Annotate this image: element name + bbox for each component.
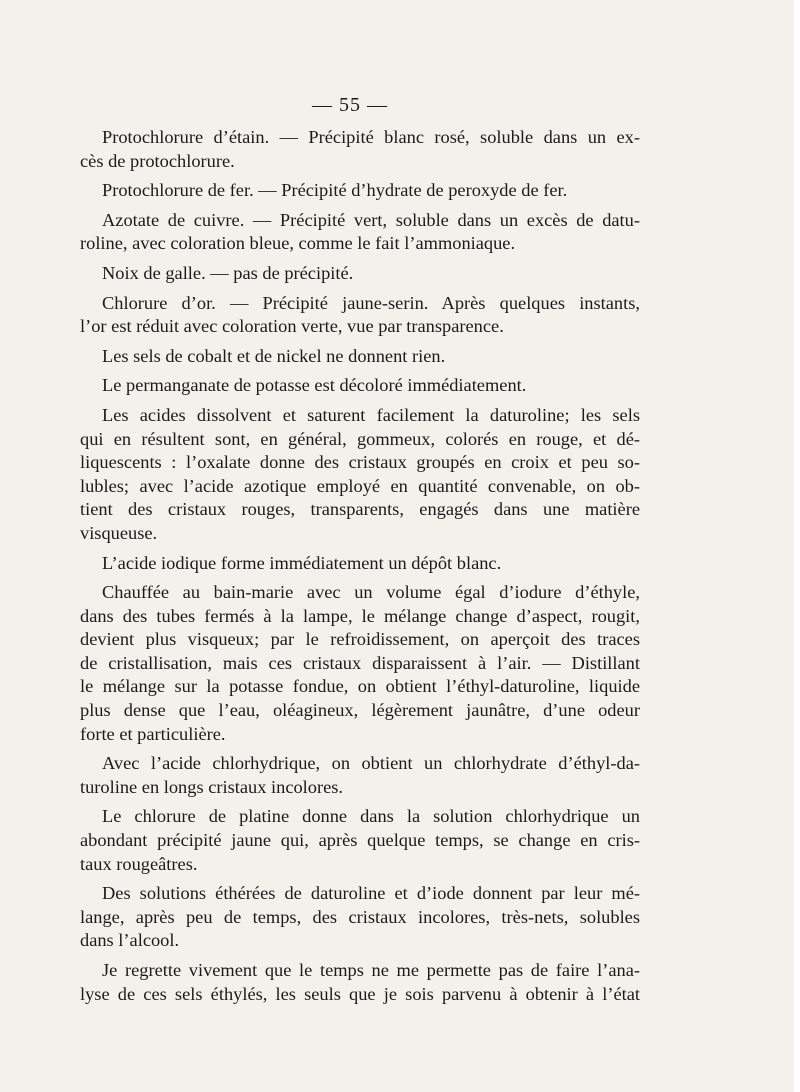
text-line: Le chlorure de platine donne dans la solution chlorhydrique un (102, 806, 640, 827)
text-line: Des solutions éthérées de daturoline et d’iode donnent par leur mé- (102, 883, 640, 904)
paragraph-noix-galle (80, 262, 640, 286)
text-line: Le permanganate de potasse est décoloré immédiatement. (102, 375, 527, 396)
paragraph-solutions-etherees (80, 882, 640, 953)
paragraph-acides (80, 404, 640, 546)
text-line: Chauffée au bain-marie avec un volume égal d’iodure d’éthyle, (102, 582, 640, 603)
text-line: lyse de ces sels éthylés, les seuls que je sois parvenu à obtenir à l’état (80, 983, 640, 1004)
paragraph-cobalt-nickel (80, 345, 640, 369)
text-line: dans l’alcool. (80, 930, 180, 951)
page-number: — 55 — (312, 94, 388, 116)
text-line: devient plus visqueux; par le refroidissement, on aperçoit des traces (80, 629, 640, 650)
text-line: Protochlorure d’étain. — Précipité blanc rosé, soluble dans un ex- (102, 127, 640, 147)
text-line: forte et particulière. (80, 723, 226, 744)
text-line: Les sels de cobalt et de nickel ne donnent rien. (102, 345, 446, 366)
text-line: L’acide iodique forme immédiatement un dépôt blanc. (102, 552, 502, 573)
paragraph-acide-iodique (80, 552, 640, 576)
text-line: Avec l’acide chlorhydrique, on obtient un chlorhydrate d’éthyl-da- (102, 753, 640, 774)
text-line: le mélange sur la potasse fondue, on obtient l’éthyl-daturoline, liquide (80, 676, 640, 697)
text-line: abondant précipité jaune qui, après quelque temps, se change en cris- (80, 830, 640, 851)
text-line: Protochlorure de fer. — Précipité d’hydrate de peroxyde de fer. (102, 180, 568, 201)
text-line: Chlorure d’or. — Précipité jaune-serin. Après quelques instants, (102, 292, 640, 313)
text-line: Noix de galle. — pas de précipité. (102, 262, 354, 283)
text-line: visqueuse. (80, 522, 158, 543)
text-line: de cristallisation, mais ces cristaux disparaissent à l’air. — Distillant (80, 652, 640, 673)
text-line: cès de protochlorure. (80, 150, 235, 171)
text-line: dans des tubes fermés à la lampe, le mélange change d’aspect, rougit, (80, 605, 640, 626)
paragraph-je-regrette (80, 959, 640, 1006)
text-line: plus dense que l’eau, oléagineux, légèrement jaunâtre, d’une odeur (80, 700, 640, 721)
text-line: taux rougeâtres. (80, 853, 198, 874)
paragraph-protochlorure-fer (80, 179, 640, 203)
paragraph-chauffee (80, 581, 640, 746)
body-text (80, 126, 640, 1006)
text-line: Azotate de cuivre. — Précipité vert, soluble dans un excès de datu- (102, 209, 640, 230)
text-line: roline, avec coloration bleue, comme le fait l’ammoniaque. (80, 233, 516, 254)
page-edge (794, 0, 800, 1092)
paragraph-chlorure-platine (80, 805, 640, 876)
text-line: Je regrette vivement que le temps ne me permette pas de faire l’ana- (102, 960, 640, 980)
text-line: tient des cristaux rouges, transparents, engagés dans une matière (80, 499, 640, 520)
paragraph-permanganate (80, 374, 640, 398)
paragraph-acide-chlorhydrique (80, 752, 640, 799)
text-line: liquescents : l’oxalate donne des cristaux groupés en croix et peu so- (80, 452, 640, 473)
paragraph-protochlorure-etain (80, 126, 640, 173)
paragraph-azotate-cuivre (80, 209, 640, 256)
paragraph-chlorure-or (80, 292, 640, 339)
text-line: qui en résultent sont, en général, gommeux, colorés en rouge, et dé- (80, 428, 640, 449)
text-line: lange, après peu de temps, des cristaux incolores, très-nets, solubles (80, 906, 640, 927)
text-line: turoline en longs cristaux incolores. (80, 776, 344, 797)
text-line: l’or est réduit avec coloration verte, vue par transparence. (80, 316, 504, 337)
text-line: lubles; avec l’acide azotique employé en quantité convenable, on ob- (80, 475, 640, 496)
text-line: Les acides dissolvent et saturent facilement la daturoline; les sels (102, 404, 640, 425)
